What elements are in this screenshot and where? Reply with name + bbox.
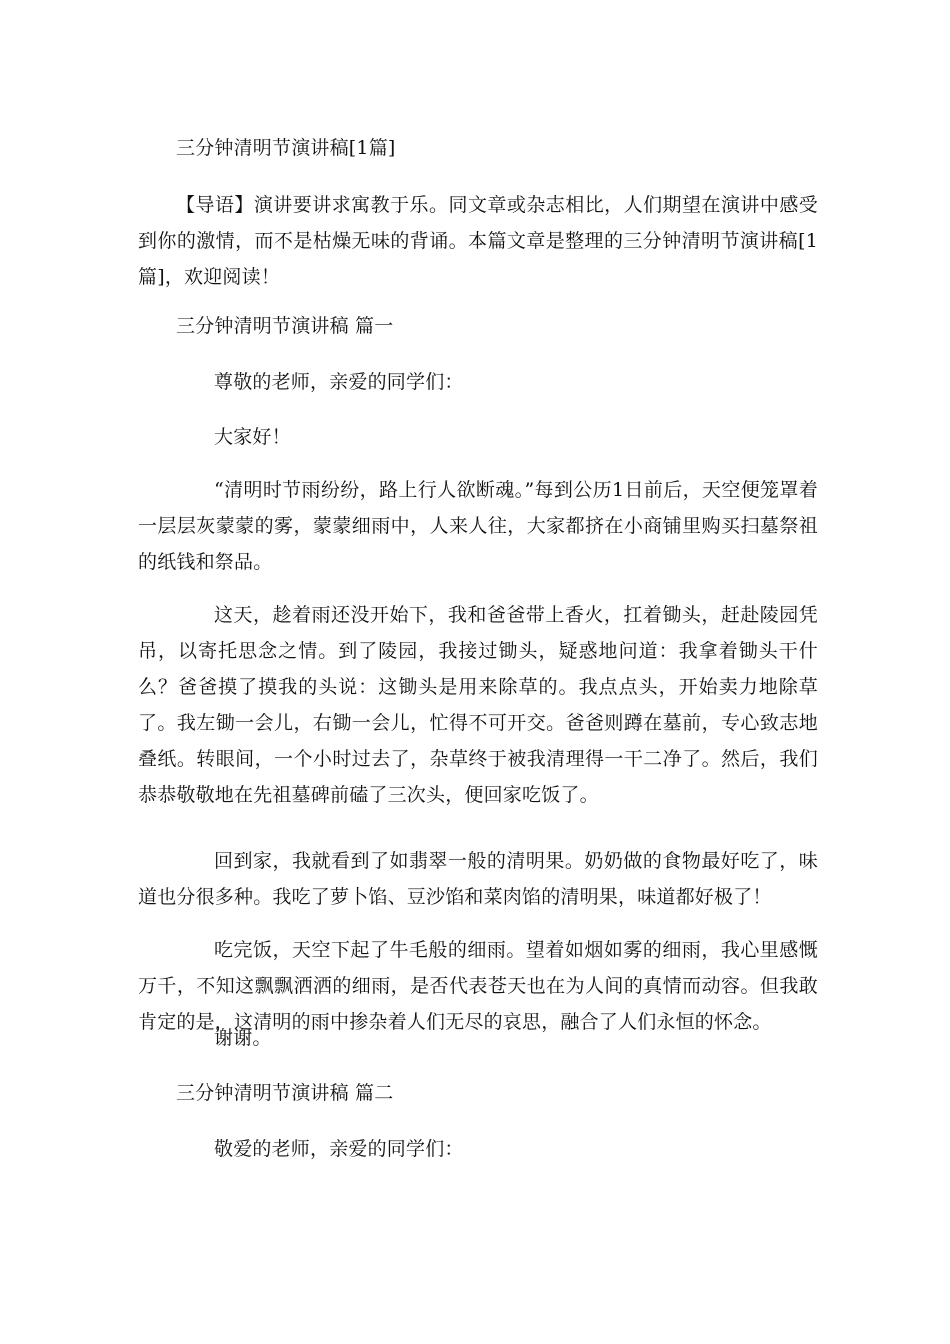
salutation-1: 尊敬的老师，亲爱的同学们： xyxy=(214,371,464,393)
closing-thanks: 谢谢。 xyxy=(214,1027,272,1049)
body-paragraph-2: 这天，趁着雨还没开始下，我和爸爸带上香火，扛着锄头，赶赴陵园凭吊，以寄托思念之情。到了陵园，我接过锄头，疑惑地问道：我拿着锄头干什么？爸爸摸了摸我的头说：这锄头是用来除草的。我点点头，开始卖力地除草了。我左锄一会儿，右锄一会儿，忙得不可开交。爸爸则蹲在墓前，专心致志地叠纸。转眼间，一个小时过去了，杂草终于被我清理得一干二净了。然后，我们恭恭敬敬地在先祖墓碑前磕了三次头，便回家吃饭了。 xyxy=(138,604,818,806)
section-heading-2: 三分钟清明节演讲稿 篇二 xyxy=(176,1082,394,1104)
document-title: 三分钟清明节演讲稿[1篇] xyxy=(176,137,396,159)
body-paragraph-3: 回到家，我就看到了如翡翠一般的清明果。奶奶做的食物最好吃了，味道也分很多种。我吃了萝卜馅、豆沙馅和菜肉馅的清明果，味道都好极了！ xyxy=(138,850,818,908)
section-heading-1: 三分钟清明节演讲稿 篇一 xyxy=(176,315,394,337)
intro-paragraph: 【导语】演讲要讲求寓教于乐。同文章或杂志相比，人们期望在演讲中感受到你的激情，而不是枯燥无味的背诵。本篇文章是整理的三分钟清明节演讲稿[1篇]，欢迎阅读！ xyxy=(138,194,818,288)
body-paragraph-1: “清明时节雨纷纷，路上行人欲断魂。”每到公历1日前后，天空便笼罩着一层层灰蒙蒙的雾，蒙蒙细雨中，人来人往，大家都挤在小商铺里购买扫墓祭祖的纸钱和祭品。 xyxy=(138,479,818,573)
salutation-2: 敬爱的老师，亲爱的同学们： xyxy=(214,1138,464,1160)
greeting-1: 大家好！ xyxy=(214,426,291,448)
body-paragraph-4: 吃完饭，天空下起了牛毛般的细雨。望着如烟如雾的细雨，我心里感慨万千，不知这飘飘洒洒的细雨，是否代表苍天也在为人间的真情而动容。但我敢肯定的是，这清明的雨中掺杂着人们无尽的哀思，融合了人们永恒的怀念。 xyxy=(138,939,818,1033)
